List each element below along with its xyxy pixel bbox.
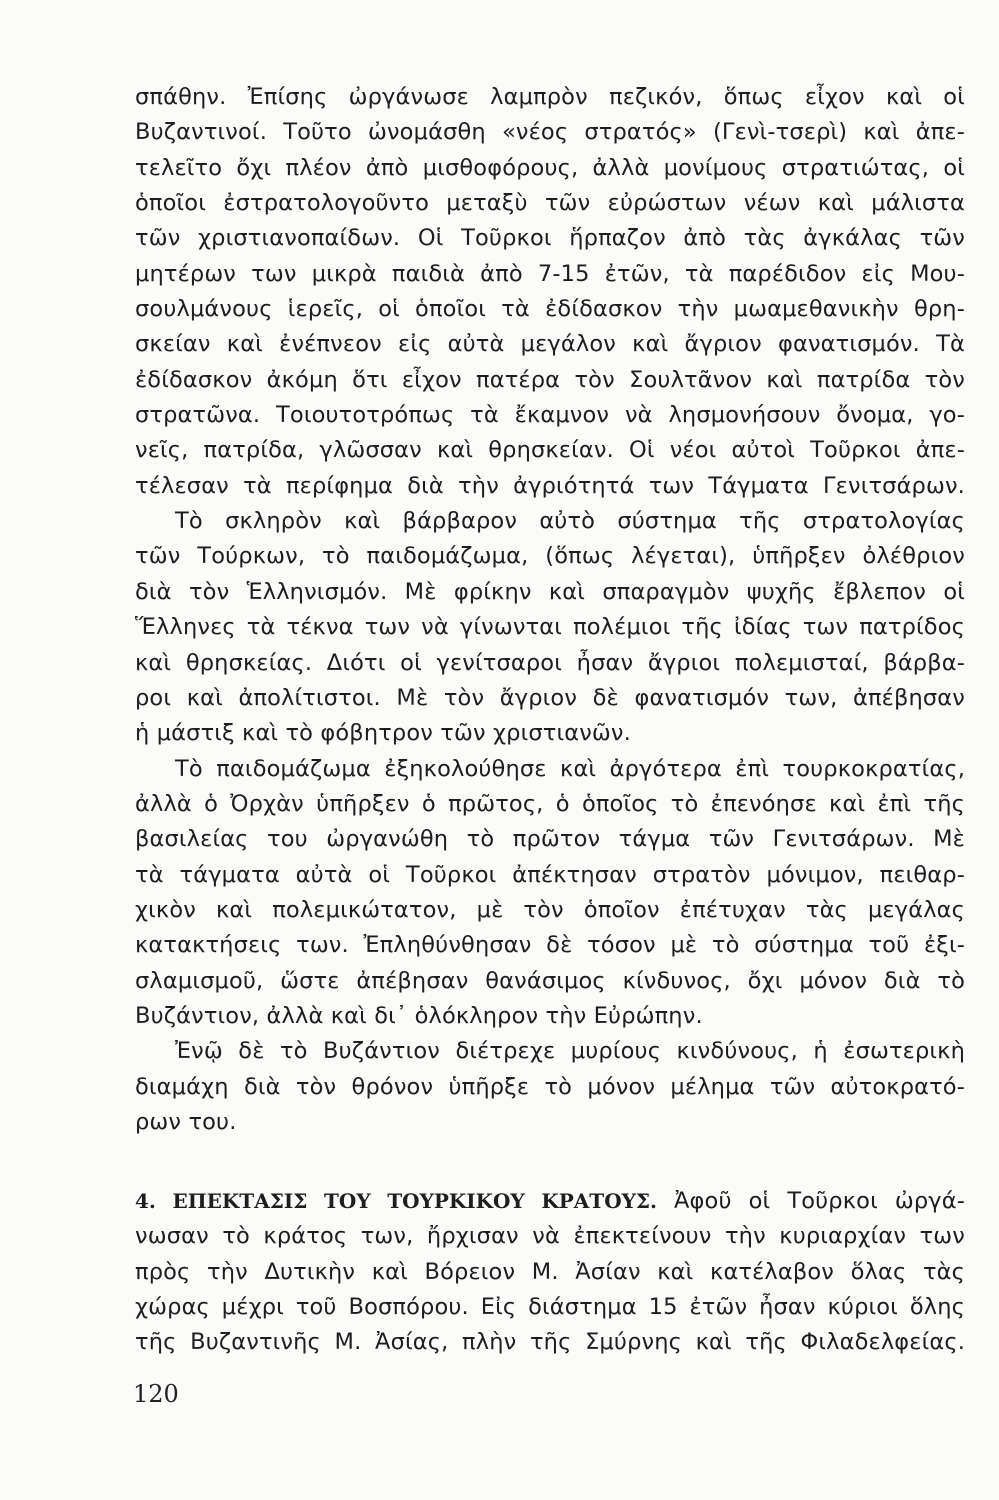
text-line: ρων του. [135, 1108, 237, 1135]
text-line: σκείαν καὶ ἐνέπνεον εἰς αὐτὰ μεγάλον καὶ ἄγριον φανατισμόν. Τὰ [135, 331, 965, 358]
text-line: κατακτήσεις των. Ἐπληθύνθησαν δὲ τόσον μὲ τὸ σύστημα τοῦ ἐξι- [135, 932, 965, 959]
text-line: τῶν χριστιανοπαίδων. Οἱ Τοῦρκοι ἥρπαζον ἀπὸ τὰς ἀγκάλας τῶν [135, 225, 965, 252]
text-line: Ἐνῷ δὲ τὸ Βυζάντιον διέτρεχε μυρίους κινδύνους, ἡ ἐσωτερικὴ [175, 1038, 965, 1065]
text-line: νεῖς, πατρίδα, γλῶσσαν καὶ θρησκείαν. Οἱ νέοι αὐτοὶ Τοῦρκοι ἀπε- [135, 437, 965, 464]
text-line: ἀλλὰ ὁ Ὀρχὰν ὑπῆρξεν ὁ πρῶτος, ὁ ὁποῖος τὸ ἐπενόησε καὶ ἐπὶ τῆς [135, 790, 965, 817]
body-text [135, 80, 965, 1140]
text-line: Τὸ σκληρὸν καὶ βάρβαρον αὐτὸ σύστημα τῆς στρατολογίας [175, 508, 965, 535]
text-line: ροι καὶ ἀπολίτιστοι. Μὲ τὸν ἄγριον δὲ φανατισμόν των, ἀπέβησαν [135, 684, 965, 711]
section-heading: 4. ΕΠΕΚΤΑΣΙΣ ΤΟΥ ΤΟΥΡΚΙΚΟΥ ΚΡΑΤΟΥΣ. [135, 1189, 657, 1213]
text-line: σουλμάνους ἱερεῖς, οἱ ὁποῖοι τὰ ἐδίδασκον τὴν μωαμεθανικὴν θρη- [135, 296, 965, 323]
text-line: χώρας μέχρι τοῦ Βοσπόρου. Εἰς διάστημα 15 ἐτῶν ἦσαν κύριοι ὅλης [135, 1294, 965, 1321]
text-line: τῶν Τούρκων, τὸ παιδομάζωμα, (ὅπως λέγεται), ὑπῆρξεν ὀλέθριον [135, 543, 965, 570]
text-line: πρὸς τὴν Δυτικὴν καὶ Βόρειον Μ. Ἀσίαν καὶ κατέλαβον ὅλας τὰς [135, 1258, 965, 1285]
text-line: τὰ τάγματα αὐτὰ οἱ Τοῦρκοι ἀπέκτησαν στρατὸν μόνιμον, πειθαρ- [135, 861, 965, 888]
text-line: Βυζάντιον, ἀλλὰ καὶ δι᾽ ὁλόκληρον τὴν Εὐρώπην. [135, 1002, 703, 1029]
text-line: τελεῖτο ὄχι πλέον ἀπὸ μισθοφόρους, ἀλλὰ μονίμους στρατιώτας, οἱ [135, 154, 965, 181]
text-line: διὰ τὸν Ἑλληνισμόν. Μὲ φρίκην καὶ σπαραγμὸν ψυχῆς ἔβλεπον οἱ [135, 578, 965, 605]
text-line: μητέρων των μικρὰ παιδιὰ ἀπὸ 7-15 ἐτῶν, τὰ παρέδιδον εἰς Μου- [135, 260, 965, 287]
text-line: τῆς Βυζαντινῆς Μ. Ἀσίας, πλὴν τῆς Σμύρνης καὶ τῆς Φιλαδελφείας. [135, 1329, 965, 1356]
section-4 [135, 1184, 965, 1361]
text-line: Τὸ παιδομάζωμα ἐξηκολούθησε καὶ ἀργότερα ἐπὶ τουρκοκρατίας, [175, 755, 965, 782]
section-first-line-text: Ἀφοῦ οἱ Τοῦρκοι ὠργά- [674, 1188, 965, 1214]
text-line: στρατῶνα. Τοιουτοτρόπως τὰ ἔκαμνον νὰ λησμονήσουν ὄνομα, γο- [135, 402, 965, 429]
paragraph [135, 504, 965, 751]
text-line: ὁποῖοι ἐστρατολογοῦντο μεταξὺ τῶν εὐρώστων νέων καὶ μάλιστα [135, 190, 965, 217]
text-line: νωσαν τὸ κράτος των, ἤρχισαν νὰ ἐπεκτείνουν τὴν κυριαρχίαν των [135, 1223, 965, 1250]
text-line: Βυζαντινοί. Τοῦτο ὠνομάσθη «νέος στρατός» (Γενὶ-τσερὶ) καὶ ἀπε- [135, 119, 965, 146]
text-line: ἐδίδασκον ἀκόμη ὅτι εἶχον πατέρα τὸν Σουλτᾶνον καὶ πατρίδα τὸν [135, 366, 965, 393]
text-line: σπάθην. Ἐπίσης ὠργάνωσε λαμπρὸν πεζικόν, ὅπως εἶχον καὶ οἱ [135, 84, 965, 110]
text-line: ἡ μάστιξ καὶ τὸ φόβητρον τῶν χριστιανῶν. [135, 720, 631, 747]
text-line: χικὸν καὶ πολεμικώτατον, μὲ τὸν ὁποῖον ἐπέτυχαν τὰς μεγάλας [135, 896, 965, 923]
text-line: καὶ θρησκείας. Διότι οἱ γενίτσαροι ἦσαν ἄγριοι πολεμισταί, βάρβα- [135, 649, 965, 676]
text-line: τέλεσαν τὰ περίφημα διὰ τὴν ἀγριότητά των Τάγματα Γενιτσάρων. [135, 472, 965, 499]
text-line: σλαμισμοῦ, ὥστε ἀπέβησαν θανάσιμος κίνδυνος, ὄχι μόνον διὰ τὸ [135, 967, 965, 994]
text-line: διαμάχη διὰ τὸν θρόνον ὑπῆρξε τὸ μόνον μέλημα τῶν αὐτοκρατό- [135, 1073, 965, 1100]
text-line: Ἕλληνες τὰ τέκνα των νὰ γίνωνται πολέμιοι τῆς ἰδίας των πατρίδος [135, 614, 965, 641]
text-line: βασιλείας του ὠργανώθη τὸ πρῶτον τάγμα τῶν Γενιτσάρων. Μὲ [135, 826, 965, 853]
paragraph [135, 1034, 965, 1140]
page-number: 120 [133, 1380, 179, 1408]
paragraph [135, 80, 965, 504]
section-first-line [135, 1184, 965, 1219]
paragraph [135, 752, 965, 1035]
